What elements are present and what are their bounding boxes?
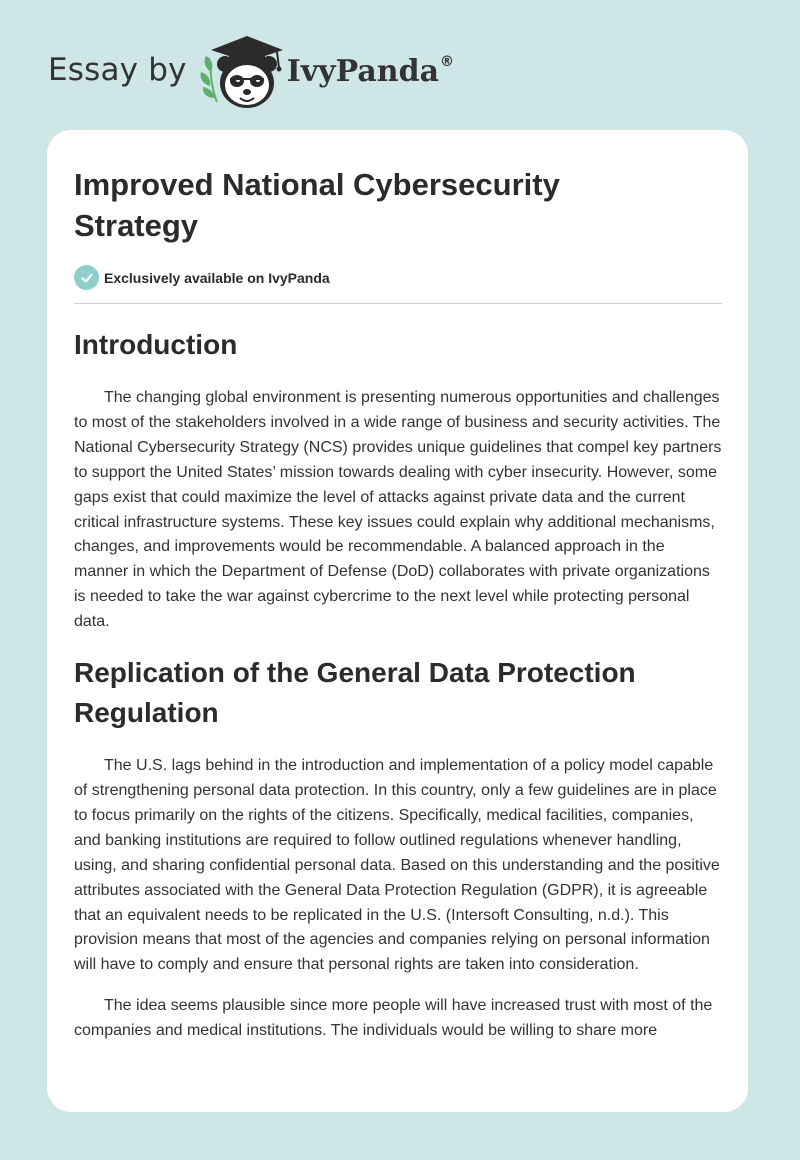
paragraph: The U.S. lags behind in the introduction and implementation of a policy model capable of strengthening personal data protection. In this country, only a few guidelines are in place to focus primarily on the rights of the citizens. Specifically, medical facilities, companies, and banking institutions are required to follow outlined regulations whenever handling, using, and sharing confidential personal data. Based on this understanding and the positive attributes associated with the General Data Protection Regulation (GDPR), it is agreeable that an equivalent needs to be replicated in the U.S. (Intersoft Consulting, n.d.). This provision means that most of the agencies and companies relying on personal information will have to comply and ensure that personal rights are taken into consideration.: [74, 757, 720, 974]
essay-title: Improved National Cybersecurity Strategy: [74, 167, 560, 243]
section-heading-gdpr: Replication of the General Data Protection Regulation: [74, 657, 636, 729]
paragraph: The idea seems plausible since more people will have increased trust with most of the companies and medical institutions. The individuals would be willing to share more: [74, 997, 713, 1040]
section-heading-introduction: Introduction: [74, 329, 238, 360]
registered-mark: ®: [440, 53, 455, 70]
exclusive-badge: [74, 265, 722, 304]
check-icon: [74, 265, 99, 290]
badge-text: Exclusively available on IvyPanda: [104, 269, 330, 286]
brand-name: IvyPanda®: [286, 53, 455, 89]
brand-prefix: Essay by: [48, 52, 187, 88]
panda-graduate-logo-icon: [197, 28, 293, 118]
paragraph: The changing global environment is presenting numerous opportunities and challenges to most of the stakeholders involved in a wide range of business and security activities. The National Cybersecurity Strategy (NCS) provides unique guidelines that compel key partners to support the United States’ mission towards dealing with cyber insecurity. However, some gaps exist that could maximize the level of attacks against private data and the current critical infrastructure systems. These key issues could explain why additional mechanisms, changes, and improvements would be recommendable. A balanced approach in the manner in which the Department of Defense (DoD) collaborates with private organizations is needed to take the war against cybercrime to the next level while protecting personal data.: [74, 389, 722, 631]
essay-card: [47, 130, 748, 1112]
site-header-logo[interactable]: [48, 28, 454, 118]
